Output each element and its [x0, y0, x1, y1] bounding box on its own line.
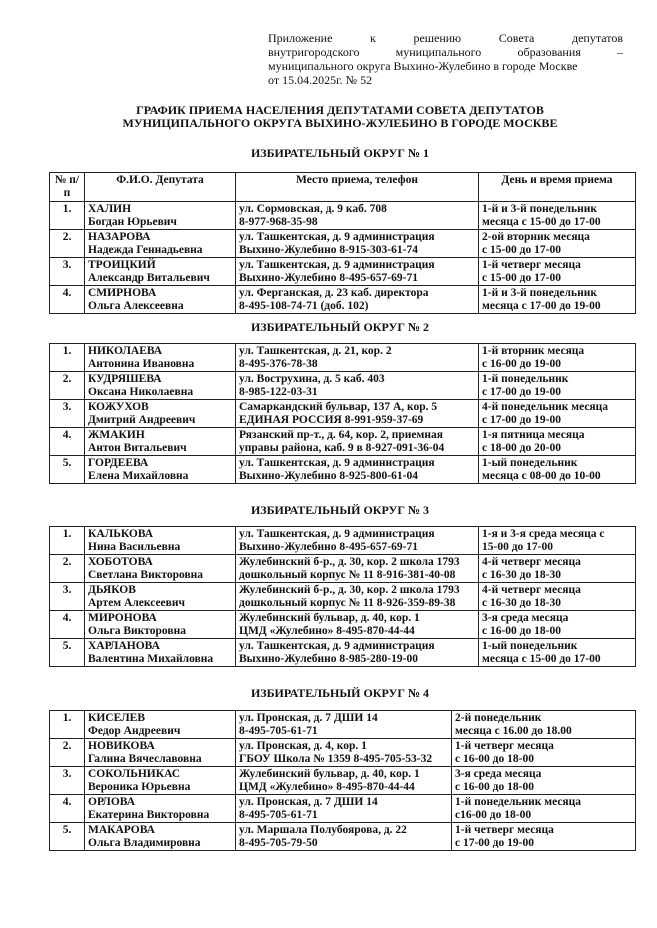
- title-line: ГРАФИК ПРИЕМА НАСЕЛЕНИЯ ДЕПУТАТАМИ СОВЕТА ДЕПУТАТОВ: [136, 103, 544, 117]
- reception-place: [236, 583, 479, 611]
- reception-time-line: 1-я и 3-я среда месяца с: [482, 528, 605, 540]
- deputy-name: [85, 202, 236, 230]
- reception-time-line: 1-й понедельник: [482, 373, 569, 385]
- deputy-name-line: ДЬЯКОВ: [88, 584, 136, 596]
- deputy-name: [85, 258, 236, 286]
- reception-time-line: с 18-00 до 20-00: [482, 441, 561, 454]
- reception-time-line: с 16-00 до 18-00: [455, 752, 534, 765]
- reception-time: [452, 739, 636, 767]
- deputy-name-line: СОКОЛЬНИКАС: [88, 768, 181, 780]
- table-row: [50, 711, 636, 739]
- reception-place-line: ул. Ферганская, д. 23 каб. директора: [239, 287, 429, 299]
- reception-place-line: ул. Вострухина, д. 5 каб. 403: [239, 373, 385, 385]
- row-number: [50, 583, 85, 611]
- reception-place-line: дошкольный корпус № 11 8-916-381-40-08: [239, 568, 456, 581]
- row-number: [50, 258, 85, 286]
- reception-place-line: Жулебинский бульвар, д. 40, кор. 1: [239, 612, 420, 624]
- reception-place: [236, 739, 452, 767]
- deputy-name-line: Валентина Михайловна: [88, 652, 214, 665]
- reception-place: [236, 767, 452, 795]
- reception-place-line: ЦМД «Жулебино» 8-495-870-44-44: [239, 780, 415, 793]
- column-header-place: Место приема, телефон: [236, 173, 479, 202]
- deputy-name-line: Ольга Алексеевна: [88, 299, 184, 312]
- reception-time: [479, 372, 636, 400]
- appendix-block: [268, 31, 623, 87]
- row-number: [50, 372, 85, 400]
- reception-time: [479, 527, 636, 555]
- reception-place-line: ул. Ташкентская, д. 9 администрация: [239, 457, 435, 469]
- reception-time-line: с16-00 до 18-00: [455, 808, 532, 821]
- row-number: [50, 639, 85, 667]
- deputy-name-line: Галина Вячеславовна: [88, 752, 202, 765]
- document-title: [60, 104, 620, 130]
- row-number: [50, 711, 85, 739]
- reception-place-line: ул. Ташкентская, д. 9 администрация: [239, 640, 435, 652]
- table-row: [50, 456, 636, 484]
- table-row: [50, 202, 636, 230]
- deputy-name: [85, 739, 236, 767]
- column-header-time: День и время приема: [479, 173, 636, 202]
- district-heading: ИЗБИРАТЕЛЬНЫЙ ОКРУГ № 4: [250, 686, 430, 700]
- reception-place: [236, 639, 479, 667]
- reception-time-line: 4-й понедельник месяца: [482, 401, 609, 413]
- reception-time-line: 15-00 до 17-00: [482, 540, 553, 553]
- district-heading: ИЗБИРАТЕЛЬНЫЙ ОКРУГ № 1: [250, 146, 430, 160]
- appendix-line: от 15.04.2025г. № 52: [268, 73, 373, 87]
- reception-place: [236, 372, 479, 400]
- table-row: [50, 767, 636, 795]
- row-number-line: 3.: [62, 401, 72, 413]
- reception-time: [479, 258, 636, 286]
- table-row: [50, 739, 636, 767]
- schedule-table: [49, 172, 636, 314]
- row-number-line: 4.: [62, 429, 72, 441]
- row-number-line: 1.: [62, 712, 72, 724]
- deputy-name-line: КИСЕЛЕВ: [88, 712, 146, 724]
- reception-place: [236, 230, 479, 258]
- deputy-name-line: Надежда Геннадьевна: [88, 243, 203, 256]
- table-row: [50, 823, 636, 851]
- schedule-table: [49, 343, 636, 484]
- reception-time-line: 1-й четверг месяца: [455, 824, 554, 836]
- row-number-line: 2.: [62, 556, 72, 568]
- reception-time-line: 1-й понедельник месяца: [455, 796, 582, 808]
- reception-place-line: ул. Пронская, д. 7 ДШИ 14: [239, 712, 378, 724]
- deputy-name: [85, 823, 236, 851]
- reception-time-line: 1-я пятница месяца: [482, 429, 585, 441]
- reception-place-line: ул. Ташкентская, д. 9 администрация: [239, 259, 435, 271]
- reception-time: [479, 555, 636, 583]
- deputy-name-line: Ольга Владимировна: [88, 836, 201, 849]
- reception-time-line: с 16-00 до 18-00: [455, 780, 534, 793]
- deputy-name-line: КАЛЬКОВА: [88, 528, 154, 540]
- reception-time: [479, 456, 636, 484]
- row-number-line: 5.: [62, 457, 72, 469]
- deputy-name: [85, 400, 236, 428]
- reception-time-line: 1-й четверг месяца: [455, 740, 554, 752]
- reception-time: [452, 711, 636, 739]
- row-number-line: 5.: [62, 824, 72, 836]
- deputy-name-line: ХАРЛАНОВА: [88, 640, 160, 652]
- reception-time-line: 3-я среда месяца: [455, 768, 542, 780]
- reception-place-line: Жулебинский б-р., д. 30, кор. 2 школа 1793: [239, 556, 460, 568]
- deputy-name: [85, 711, 236, 739]
- table-row: [50, 344, 636, 372]
- reception-time-line: 2-й понедельник: [455, 712, 542, 724]
- reception-place: [236, 286, 479, 314]
- reception-place-line: 8-495-705-79-50: [239, 836, 318, 849]
- row-number: [50, 767, 85, 795]
- reception-place-line: ул. Ташкентская, д. 9 администрация: [239, 231, 435, 243]
- table-row: [50, 258, 636, 286]
- deputy-name-line: ГОРДЕЕВА: [88, 457, 149, 469]
- reception-place: [236, 611, 479, 639]
- deputy-name-line: НИКОЛАЕВА: [88, 345, 163, 357]
- reception-place-line: Выхино-Жулебино 8-495-657-69-71: [239, 271, 418, 284]
- reception-time-line: 3-я среда месяца: [482, 612, 569, 624]
- deputy-name: [85, 286, 236, 314]
- reception-place-line: Выхино-Жулебино 8-915-303-61-74: [239, 243, 418, 256]
- column-header-num: № п/п: [50, 173, 85, 202]
- deputy-name: [85, 639, 236, 667]
- row-number: [50, 456, 85, 484]
- deputy-name-line: Федор Андреевич: [88, 724, 181, 737]
- deputy-name: [85, 611, 236, 639]
- deputy-name-line: ЖМАКИН: [88, 429, 145, 441]
- deputy-name-line: Светлана Викторовна: [88, 568, 204, 581]
- row-number-line: 1.: [62, 345, 72, 357]
- deputy-name-line: ХОБОТОВА: [88, 556, 153, 568]
- row-number: [50, 286, 85, 314]
- deputy-name-line: СМИРНОВА: [88, 287, 157, 299]
- reception-place-line: Рязанский пр-т., д. 64, кор. 2, приемная: [239, 429, 443, 441]
- reception-time-line: с 16-30 до 18-30: [482, 568, 561, 581]
- table-row: [50, 400, 636, 428]
- table-row: [50, 639, 636, 667]
- row-number: [50, 555, 85, 583]
- reception-place-line: ул. Сормовская, д. 9 каб. 708: [239, 203, 387, 215]
- reception-place-line: ул. Ташкентская, д. 21, кор. 2: [239, 345, 392, 357]
- deputy-name: [85, 230, 236, 258]
- reception-time-line: с 17-00 до 19-00: [455, 836, 534, 849]
- row-number: [50, 739, 85, 767]
- reception-place-line: Выхино-Жулебино 8-985-280-19-00: [239, 652, 418, 665]
- reception-time: [479, 202, 636, 230]
- row-number: [50, 344, 85, 372]
- reception-time: [452, 795, 636, 823]
- schedule-table: [49, 526, 636, 667]
- deputy-name-line: Вероника Юрьевна: [88, 780, 191, 793]
- appendix-line: Приложение к решению Совета депутатов: [268, 31, 623, 45]
- reception-place-line: ул. Ташкентская, д. 9 администрация: [239, 528, 435, 540]
- reception-time-line: 1-й вторник месяца: [482, 345, 585, 357]
- reception-place: [236, 555, 479, 583]
- reception-time: [479, 400, 636, 428]
- deputy-name-line: Антонина Ивановна: [88, 357, 195, 370]
- reception-place: [236, 527, 479, 555]
- reception-place: [236, 823, 452, 851]
- deputy-name-line: Богдан Юрьевич: [88, 215, 177, 228]
- deputy-name-line: КОЖУХОВ: [88, 401, 149, 413]
- reception-time-line: 1-ый понедельник: [482, 457, 578, 469]
- row-number-line: 4.: [62, 612, 72, 624]
- deputy-name-line: Екатерина Викторовна: [88, 808, 210, 821]
- row-number-line: 5.: [62, 640, 72, 652]
- appendix-line: внутригородского муниципального образования –: [268, 45, 623, 59]
- reception-place-line: ул. Пронская, д. 4, кор. 1: [239, 740, 367, 752]
- reception-place: [236, 456, 479, 484]
- reception-time-line: месяца с 08-00 до 10-00: [482, 469, 601, 482]
- reception-place-line: управы района, каб. 9 в 8-927-091-36-04: [239, 441, 445, 454]
- reception-time-line: месяца с 16.00 до 18.00: [455, 724, 572, 737]
- reception-place-line: ул. Маршала Полубоярова, д. 22: [239, 824, 407, 836]
- reception-time: [452, 823, 636, 851]
- reception-time-line: с 17-00 до 19-00: [482, 413, 561, 426]
- deputy-name: [85, 428, 236, 456]
- deputy-name-line: МИРОНОВА: [88, 612, 157, 624]
- table-row: [50, 428, 636, 456]
- row-number: [50, 823, 85, 851]
- reception-place-line: ЦМД «Жулебино» 8-495-870-44-44: [239, 624, 415, 637]
- deputy-name: [85, 555, 236, 583]
- reception-time-line: с 15-00 до 17-00: [482, 271, 561, 284]
- reception-time-line: 4-й четверг месяца: [482, 556, 581, 568]
- deputy-name-line: ХАЛИН: [88, 203, 132, 215]
- deputy-name-line: Александр Витальевич: [88, 271, 210, 284]
- table-row: [50, 286, 636, 314]
- table-row: [50, 555, 636, 583]
- title-line: МУНИЦИПАЛЬНОГО ОКРУГА ВЫХИНО-ЖУЛЕБИНО В ГОРОДЕ МОСКВЕ: [122, 116, 558, 130]
- row-number-line: 2.: [62, 231, 72, 243]
- reception-place: [236, 202, 479, 230]
- reception-place: [236, 258, 479, 286]
- deputy-name-line: Нина Васильевна: [88, 540, 181, 553]
- reception-time-line: с 17-00 до 19-00: [482, 385, 561, 398]
- schedule-table: [49, 710, 636, 851]
- row-number-line: 4.: [62, 287, 72, 299]
- reception-time-line: 1-й и 3-й понедельник: [482, 203, 597, 215]
- row-number-line: 1.: [62, 528, 72, 540]
- reception-time-line: месяца с 15-00 до 17-00: [482, 652, 601, 665]
- reception-time-line: с 16-30 до 18-30: [482, 596, 561, 609]
- row-number-line: 3.: [62, 259, 72, 271]
- deputy-name: [85, 795, 236, 823]
- table-header-row: [50, 173, 636, 202]
- reception-place: [236, 400, 479, 428]
- deputy-name-line: Ольга Викторовна: [88, 624, 186, 637]
- deputy-name-line: Елена Михайловна: [88, 469, 189, 482]
- reception-place-line: Выхино-Жулебино 8-925-800-61-04: [239, 469, 418, 482]
- reception-time: [479, 639, 636, 667]
- reception-time: [452, 767, 636, 795]
- deputy-name: [85, 372, 236, 400]
- row-number-line: 2.: [62, 740, 72, 752]
- table-row: [50, 583, 636, 611]
- row-number: [50, 527, 85, 555]
- table-row: [50, 230, 636, 258]
- table-row: [50, 372, 636, 400]
- row-number: [50, 795, 85, 823]
- reception-time-line: месяца с 17-00 до 19-00: [482, 299, 601, 312]
- row-number: [50, 611, 85, 639]
- deputy-name-line: КУДРЯШЕВА: [88, 373, 162, 385]
- deputy-name-line: НОВИКОВА: [88, 740, 155, 752]
- reception-time-line: 1-й четверг месяца: [482, 259, 581, 271]
- reception-time-line: с 16-00 до 18-00: [482, 624, 561, 637]
- row-number-line: 4.: [62, 796, 72, 808]
- reception-place-line: 8-977-968-35-98: [239, 215, 318, 228]
- deputy-name-line: МАКАРОВА: [88, 824, 155, 836]
- reception-place-line: 8-495-705-61-71: [239, 724, 318, 737]
- district-heading: ИЗБИРАТЕЛЬНЫЙ ОКРУГ № 2: [250, 320, 430, 334]
- reception-time-line: 1-ый понедельник: [482, 640, 578, 652]
- deputy-name: [85, 767, 236, 795]
- appendix-line: муниципального округа Выхино-Жулебино в городе Москве: [268, 59, 578, 73]
- reception-place-line: 8-495-376-78-38: [239, 357, 318, 370]
- row-number: [50, 202, 85, 230]
- deputy-name-line: Оксана Николаевна: [88, 385, 194, 398]
- row-number-line: 3.: [62, 768, 72, 780]
- deputy-name-line: ОРЛОВА: [88, 796, 136, 808]
- reception-place: [236, 344, 479, 372]
- reception-time: [479, 583, 636, 611]
- reception-time: [479, 344, 636, 372]
- reception-place-line: 8-495-705-61-71: [239, 808, 318, 821]
- row-number: [50, 230, 85, 258]
- reception-time-line: с 16-00 до 19-00: [482, 357, 561, 370]
- table-row: [50, 611, 636, 639]
- reception-place-line: ЕДИНАЯ РОССИЯ 8-991-959-37-69: [239, 413, 424, 426]
- deputy-name-line: Артем Алексеевич: [88, 596, 185, 609]
- reception-time-line: с 15-00 до 17-00: [482, 243, 561, 256]
- reception-time-line: 2-ой вторник месяца: [482, 231, 590, 243]
- deputy-name: [85, 527, 236, 555]
- deputy-name-line: НАЗАРОВА: [88, 231, 151, 243]
- deputy-name-line: ТРОИЦКИЙ: [88, 259, 156, 271]
- row-number-line: 2.: [62, 373, 72, 385]
- reception-time-line: 1-й и 3-й понедельник: [482, 287, 597, 299]
- table-row: [50, 527, 636, 555]
- reception-place-line: ГБОУ Школа № 1359 8-495-705-53-32: [239, 752, 433, 765]
- reception-place-line: дошкольный корпус № 11 8-926-359-89-38: [239, 596, 456, 609]
- reception-place: [236, 428, 479, 456]
- reception-place-line: Жулебинский б-р., д. 30, кор. 2 школа 1793: [239, 584, 460, 596]
- table-row: [50, 795, 636, 823]
- reception-place: [236, 795, 452, 823]
- deputy-name: [85, 456, 236, 484]
- row-number: [50, 428, 85, 456]
- deputy-name: [85, 344, 236, 372]
- reception-place-line: Выхино-Жулебино 8-495-657-69-71: [239, 540, 418, 553]
- deputy-name: [85, 583, 236, 611]
- reception-time: [479, 428, 636, 456]
- deputy-name-line: Антон Витальевич: [88, 441, 187, 454]
- reception-place-line: Самаркандский бульвар, 137 А, кор. 5: [239, 401, 438, 413]
- deputy-name-line: Дмитрий Андреевич: [88, 413, 196, 426]
- reception-time: [479, 611, 636, 639]
- reception-time-line: 4-й четверг месяца: [482, 584, 581, 596]
- row-number-line: 1.: [62, 203, 72, 215]
- reception-place-line: 8-495-108-74-71 (доб. 102): [239, 299, 369, 312]
- reception-time: [479, 286, 636, 314]
- reception-place: [236, 711, 452, 739]
- column-header-name: Ф.И.О. Депутата: [85, 173, 236, 202]
- reception-time-line: месяца с 15-00 до 17-00: [482, 215, 601, 228]
- reception-place-line: Жулебинский бульвар, д. 40, кор. 1: [239, 768, 420, 780]
- row-number: [50, 400, 85, 428]
- reception-time: [479, 230, 636, 258]
- reception-place-line: ул. Пронская, д. 7 ДШИ 14: [239, 796, 378, 808]
- row-number-line: 3.: [62, 584, 72, 596]
- district-heading: ИЗБИРАТЕЛЬНЫЙ ОКРУГ № 3: [250, 503, 430, 517]
- reception-place-line: 8-985-122-03-31: [239, 385, 318, 398]
